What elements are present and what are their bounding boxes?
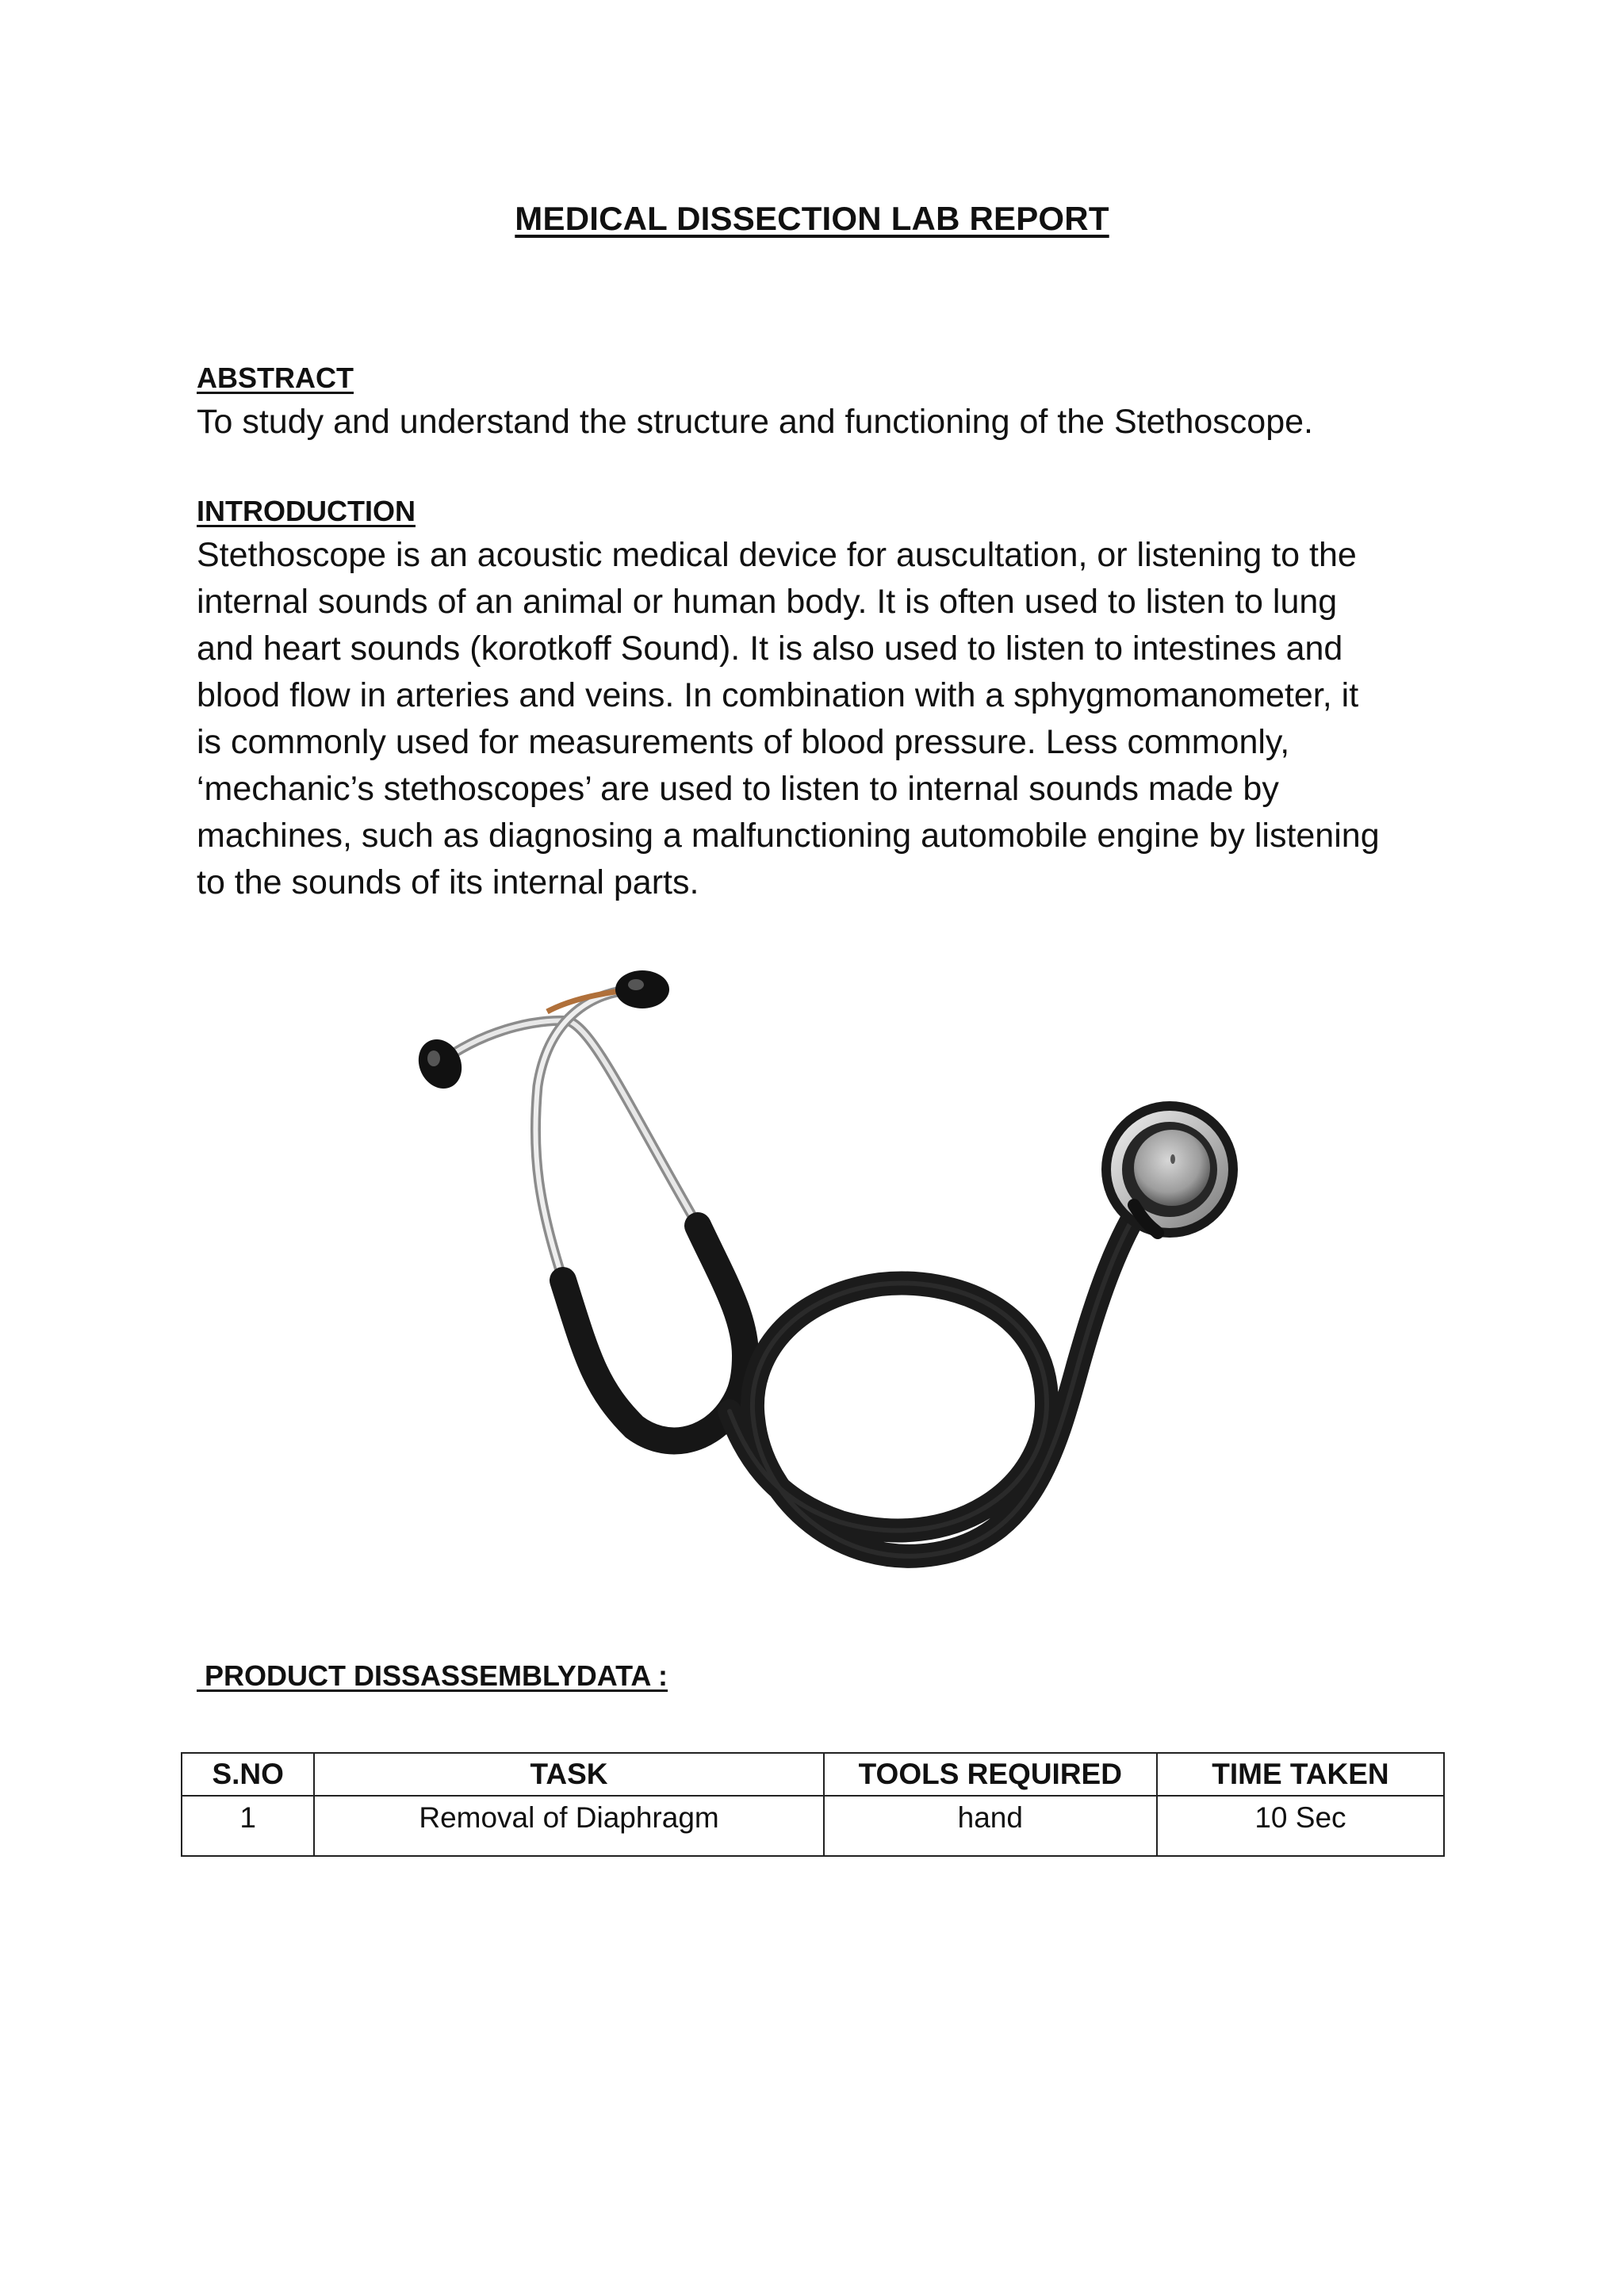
column-header-sno: S.NO (182, 1753, 314, 1796)
abstract-text: To study and understand the structure and functioning of the Stethoscope. (197, 403, 1313, 441)
introduction-heading: INTRODUCTION (197, 495, 416, 527)
table-header-row (182, 1753, 1444, 1796)
introduction-line: and heart sounds (korotkoff Sound). It is also used to listen to intestines and (197, 629, 1343, 668)
cell-tools: hand (824, 1796, 1157, 1856)
introduction-text (197, 532, 1434, 906)
stethoscope-image (396, 943, 1269, 1633)
disassembly-heading: PRODUCT DISSASSEMBLYDATA : (197, 1659, 668, 1692)
introduction-line: is commonly used for measurements of blood pressure. Less commonly, (197, 723, 1290, 761)
column-header-tools: TOOLS REQUIRED (824, 1753, 1157, 1796)
cell-time: 10 Sec (1157, 1796, 1444, 1856)
introduction-line: internal sounds of an animal or human body. It is often used to listen to lung (197, 583, 1338, 621)
cell-task: Removal of Diaphragm (314, 1796, 823, 1856)
abstract-heading: ABSTRACT (197, 362, 354, 394)
introduction-line: blood flow in arteries and veins. In combination with a sphygmomanometer, it (197, 676, 1359, 714)
disassembly-table (181, 1752, 1445, 1857)
introduction-line: ‘mechanic’s stethoscopes’ are used to listen to internal sounds made by (197, 770, 1279, 808)
document-title: MEDICAL DISSECTION LAB REPORT (515, 200, 1109, 237)
table-row (182, 1796, 1444, 1856)
introduction-line: machines, such as diagnosing a malfunctioning automobile engine by listening (197, 817, 1380, 855)
introduction-line: to the sounds of its internal parts. (197, 863, 699, 901)
column-header-time: TIME TAKEN (1157, 1753, 1444, 1796)
cell-sno: 1 (182, 1796, 314, 1856)
introduction-line: Stethoscope is an acoustic medical device for auscultation, or listening to the (197, 536, 1357, 574)
column-header-task: TASK (314, 1753, 823, 1796)
